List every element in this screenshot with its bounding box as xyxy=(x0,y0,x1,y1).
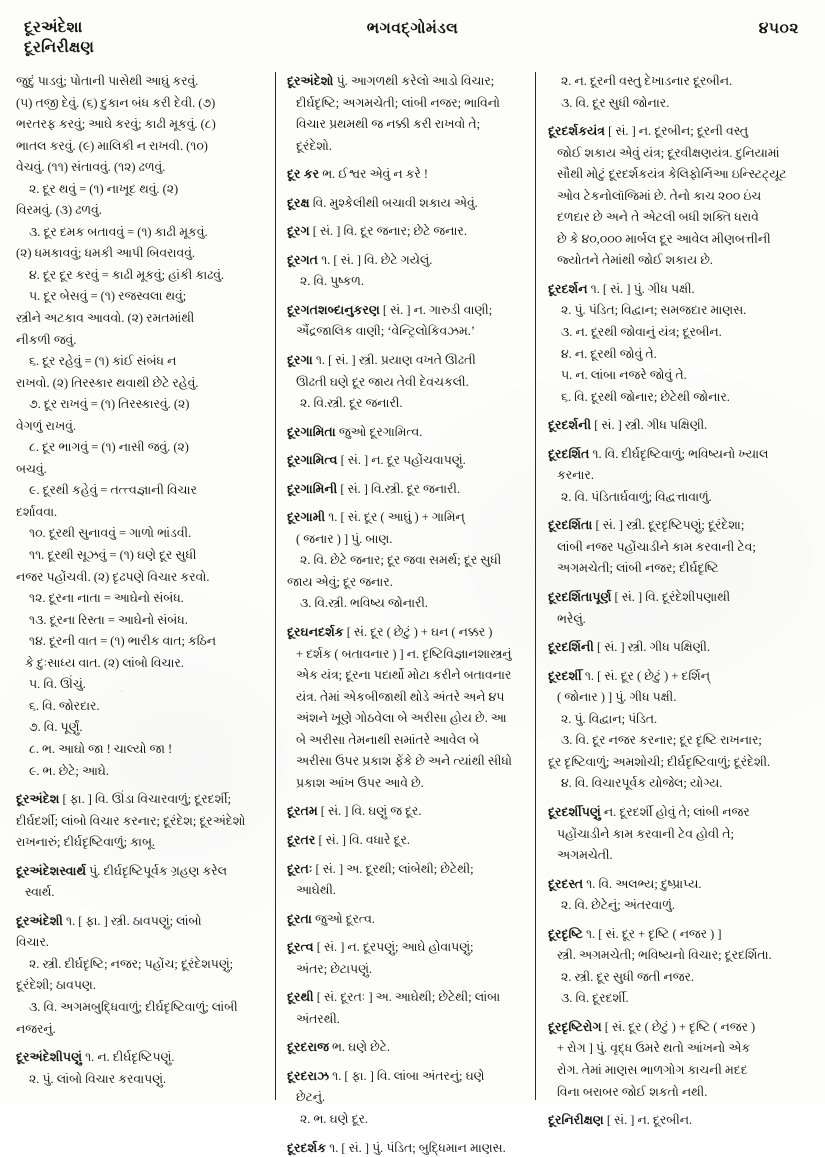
entry-sense-line: ૬. વિ. જોરદાર. xyxy=(29,698,100,713)
entry-definition: ભ. ઈશ્વર એવું ન કરે ! xyxy=(319,167,429,182)
dictionary-entry-headword xyxy=(548,875,795,893)
dictionary-entry-headword xyxy=(16,912,265,930)
entry-definition: [ સં. ] સ્ત્રી. દૂરદૃષ્ટિપણું; દૂરંદેશા; xyxy=(592,518,745,533)
entry-continuation-line: લાંબી નજર પહોંચાડીને કામ કરવાની ટેવ; xyxy=(557,539,756,554)
entry-definition: [ સં. ] વિ. દૂરંદેશીપણાથી xyxy=(611,590,731,605)
entry-definition: જુઓ દૂરગામિત્વ. xyxy=(335,424,423,439)
entry-definition: ૧. ન. દીર્ઘદૃષ્ટિપણું. xyxy=(81,1050,175,1065)
entry-sense-line: ૬. દૂર રહેવું = (૧) કાંઈ સંબંધ ન xyxy=(29,354,177,369)
dictionary-entry-headword xyxy=(287,1139,525,1157)
entry-definition: ૧. [ સં. ] પું. ગીધ પક્ષી. xyxy=(587,281,695,296)
entry-sense-line: ૬. વિ. દૂરથી જોનાર; છેટેથી જોનાર. xyxy=(561,389,730,404)
entry-sense-line: ૨. વિ. છેટે જનાર; દૂર જવા સમર્થ; દૂર સુધી xyxy=(300,553,502,568)
entry-separator xyxy=(16,1041,265,1048)
headword: દૂરદર્શિતા xyxy=(548,518,593,533)
entry-separator xyxy=(287,294,525,301)
entry-definition: [ સં. ] અ. દૂરથી; લાંબેથી; છેટેથી; xyxy=(312,861,474,876)
entry-sense-line: ૧૦. દૂરથી સુનાવવું = ગાળો ભાંડવી. xyxy=(29,526,192,541)
headword: દૂરતમ xyxy=(287,804,318,819)
dictionary-entry-headword xyxy=(548,445,795,463)
entry-separator xyxy=(287,981,525,988)
headword: દૂરતા xyxy=(287,911,312,926)
entry-definition: ૧. [ સં. દૂર + દૃષ્ટિ ( નજર ) ] xyxy=(582,926,722,941)
entry-sense-line: ૨. પું. લાંબો વિચાર કરવાપણું. xyxy=(29,1071,167,1086)
entry-definition: [ સં. ] ન. દૂરબીન; દૂરની વસ્તુ xyxy=(605,124,749,139)
entry-sense-line: ૧૧. દૂરથી સૂઝવું = (૧) ઘણે દૂર સુધી xyxy=(29,548,197,563)
entry-separator xyxy=(16,783,265,790)
entry-separator xyxy=(548,409,795,416)
entry-separator xyxy=(548,1011,795,1018)
entry-continuation-line: જુદું પાડવું; પોતાની પાસેથી આઘું કરવું. xyxy=(16,74,199,88)
entry-continuation-line: છે કે ૪૦,૦૦૦ માર્બલ દૂર આવેલ મીણબત્તીની xyxy=(557,231,771,246)
entry-continuation-line: ઓવ ટેકનોલૉજિમાં છે. તેનો કાચ ૨૦૦ ઇંચ xyxy=(557,188,762,203)
entry-continuation-line: + દર્શક ( બતાવનાર ) ] ન. દૃષ્ટિવિજ્ઞાનશાસ્ત્રનું xyxy=(296,646,512,661)
entry-definition: ૧. [ સં. ] પું. પંડિત; બુદ્ધિમાન માણસ. xyxy=(326,1140,506,1155)
text-column-2 xyxy=(276,72,535,1155)
entry-definition: ૧. [ સં. ] વિ. છેટે ગયેલું. xyxy=(318,252,433,267)
entry-continuation-line: પહોંચાડીને કામ કરવાની ટેવ હોવી તે; xyxy=(557,826,734,841)
entry-definition: [ સં. દૂર ( છેટું ) + દૃષ્ટિ ( નજર ) xyxy=(601,1019,756,1034)
entry-sense-line: ૨. ન. દૂરની વસ્તુ દેખાડનાર દૂરબીન. xyxy=(561,74,733,88)
entry-sense-line: ૮. દૂર ભાગવું = (૧) નાસી જવું. (૨) xyxy=(29,440,189,455)
dictionary-entry-headword xyxy=(548,803,795,821)
entry-continuation-line: દીર્ઘદર્શી; લાંબો વિચાર કરનાર; દૂરંદેશ; દૂરઅંદેશો xyxy=(16,813,246,828)
entry-sense-line: ૩. ન. દૂરથી જોવાનું યંત્ર; દૂરબીન. xyxy=(561,325,722,340)
entry-sense-line: ૧૩. દૂરના રિસ્તા = આઘેનો સંબંધ. xyxy=(29,612,188,627)
entry-sense-line: ૯. દૂરથી કહેવું = તત્ત્વજ્ઞાની વિચાર xyxy=(29,483,197,498)
text-column-1 xyxy=(16,72,275,1100)
entry-continuation-line: ઐંદ્રજાલિક વાણી; ‘વેન્ટ્રિલોકિવઝમ.’ xyxy=(296,324,475,339)
entry-definition: ન. દૂરદર્શી હોવું તે; લાંબી નજર xyxy=(600,804,750,819)
entry-continuation-line: અંશને ખૂણે ગોઠવેલા બે અરીસા હોય છે. આ xyxy=(296,711,507,726)
entry-continuation-line: ( જોનાર ) ] પું. ગીધ પક્ષી. xyxy=(557,690,677,705)
dictionary-entry-headword xyxy=(548,588,795,606)
entry-continuation-line: આઘેથી. xyxy=(296,883,336,898)
headword: દૂરક્ષ xyxy=(287,195,310,210)
entry-definition: ૧. [ ફા. ] વિ. લાંબા અંતરનું; ઘણે xyxy=(329,1068,485,1083)
dictionary-entry-headword xyxy=(287,423,525,441)
entry-continuation-line: નજરનું. xyxy=(16,1021,56,1036)
entry-sense-line: ૪. વિ. વિચારપૂર્વક યોજેલ; યોગ્ય. xyxy=(561,776,723,791)
entry-definition: પું. દીર્ઘદૃષ્ટિપૂર્વક ગ્રહણ કરેલ xyxy=(86,863,228,878)
headword: દૂરગામિતા xyxy=(287,424,336,439)
entry-continuation-line: કે દુઃસાધ્ય વાત. (૨) લાંબો વિચાર. xyxy=(25,655,184,670)
dictionary-entry-headword xyxy=(16,862,265,880)
headword: દૂરઅંદેશીપણું xyxy=(16,1050,82,1065)
headword: દૂરઅંદેશો xyxy=(287,74,334,88)
dictionary-entry-headword xyxy=(16,1048,265,1066)
entry-continuation-line: અંતરથી. xyxy=(296,1011,340,1026)
dictionary-entry-headword xyxy=(287,860,525,878)
headword: દૂરદર્શની xyxy=(548,418,592,433)
entry-sense-line: ૫. દૂર બેસવું = (૧) રજસ્વલા થવું; xyxy=(29,289,187,304)
entry-continuation-line: વિરમવું. (૩) ઢળવું. xyxy=(16,203,102,218)
dictionary-entry-headword xyxy=(287,222,525,240)
entry-separator xyxy=(548,273,795,280)
entry-separator xyxy=(287,244,525,251)
entry-definition: [ સં. ] વિ. ઘણું જ દૂર. xyxy=(317,804,422,819)
dictionary-entry-headword xyxy=(287,251,525,269)
entry-separator xyxy=(548,918,795,925)
entry-sense-line: ૧૪. દૂરની વાત = (૧) ભારીક વાત; કઠિન xyxy=(29,634,216,649)
entry-separator xyxy=(287,795,525,802)
entry-continuation-line: સ્વાર્થ. xyxy=(25,885,55,900)
entry-continuation-line: વિના બરાબર જોઈ શકતો નથી. xyxy=(557,1084,708,1099)
entry-continuation-line: કરનાર. xyxy=(557,468,594,483)
entry-continuation-line: ઊઢતી ઘણે દૂર જાય તેવી દેવચકલી. xyxy=(296,374,469,389)
entry-separator xyxy=(548,1104,795,1111)
entry-separator xyxy=(287,824,525,831)
entry-sense-line: ૯. ભ. છેટે; આઘે. xyxy=(29,763,109,778)
entry-continuation-line: જાય એવું; દૂર જનાર. xyxy=(287,574,393,589)
entry-definition: [ સં. ] સ્ત્રી. ગીધ પક્ષિણી. xyxy=(593,640,711,655)
entry-continuation-line: છેટનું. xyxy=(296,1090,326,1105)
dictionary-entry-headword xyxy=(287,301,525,319)
entry-sense-line: ૩. વિ. દૂર નજર કરનાર; દૂર દૃષ્ટિ રાખનાર; xyxy=(561,733,762,748)
headword: દૂરઘનદર્શક xyxy=(287,625,344,640)
dictionary-entry-headword xyxy=(287,910,525,928)
dictionary-entry-headword xyxy=(548,1018,795,1036)
entry-sense-line: ૪. દૂર દૂર કરવું = કાઢી મૂકવું; હાંકી કાઢવું. xyxy=(29,267,225,282)
entry-separator xyxy=(287,1132,525,1139)
headword: દૂરઅંદેશ xyxy=(16,792,60,807)
entry-separator xyxy=(287,344,525,351)
entry-continuation-line: અગમચેતી; લાંબી નજર; દીર્ઘદૃષ્ટિ xyxy=(557,561,719,576)
dictionary-entry-headword xyxy=(287,802,525,820)
headword: દૂરદૃષ્ટિરોગ xyxy=(548,1019,602,1034)
entry-sense-line: ૧૨. દૂરના નાતા = આઘેનો સંબંધ. xyxy=(29,591,184,606)
entry-sense-line: ૨. પું. વિદ્વાન; પંડિત. xyxy=(561,711,658,726)
dictionary-entry-headword xyxy=(287,831,525,849)
entry-definition: ૧. વિ. દીર્ઘદૃષ્ટિવાળું; ભવિષ્યનો ખ્યાલ xyxy=(589,446,769,461)
entry-sense-line: ૩. વિ. અગમબુદ્ધિવાળું; દીર્ઘદૃષ્ટિવાળું; લાંબી xyxy=(29,999,238,1014)
headword: દૂરદર્શન xyxy=(548,281,588,296)
dictionary-entry-headword xyxy=(287,351,525,369)
entry-continuation-line: યંત્ર. તેમાં એકબીજાથી થોડે અંતરે અને ૪૫ xyxy=(296,689,505,704)
entry-separator xyxy=(287,1060,525,1067)
headword: દૂરગામિની xyxy=(287,481,338,496)
entry-definition: ૧. [ સં. દૂર ( આઘું ) + ગામિન્ xyxy=(325,510,465,525)
text-column-3 xyxy=(536,72,795,1128)
entry-continuation-line: દીર્ઘદૃષ્ટિ; અગમચેતી; લાંબી નજર; ભાવિનો xyxy=(296,95,501,110)
entry-separator xyxy=(548,438,795,445)
entry-sense-line: ૭. દૂર રાખવું = (૧) તિરસ્કારવું. (૨) xyxy=(29,397,190,412)
entry-sense-line: ૨. પું. પંડિત; વિદ્વાન; સમજદાર માણસ. xyxy=(561,303,747,318)
entry-sense-line: ૩. દૂર દમક બતાવવું = (૧) કાઢી મૂકવું. xyxy=(29,224,208,239)
headword: દૂરદર્શિત xyxy=(548,446,590,461)
entry-definition: [ ફા. ] વિ. ઊંડા વિચારવાળું; દૂરદર્શી; xyxy=(59,792,232,807)
entry-separator xyxy=(16,855,265,862)
entry-separator xyxy=(287,616,525,623)
headword: દૂરદર્શીપણું xyxy=(548,804,601,819)
dictionary-entry-headword xyxy=(287,194,525,212)
entry-separator xyxy=(287,903,525,910)
entry-sense-line: ૩. વિ. દૂર સુધી જોનાર. xyxy=(561,95,670,110)
entry-continuation-line: અંતર; છેટાપણું. xyxy=(296,961,373,976)
entry-continuation-line: વેચવું. (૧૧) સંતાવવું. (૧૨) ઢળવું. xyxy=(16,160,166,175)
dictionary-entry-headword xyxy=(287,1038,525,1056)
headword: દૂરદર્શકયંત્ર xyxy=(548,124,606,139)
dictionary-entry-headword xyxy=(287,72,525,90)
entry-continuation-line: નીકળી જવું. xyxy=(16,332,77,347)
entry-continuation-line: દર્શાવવા. xyxy=(16,504,58,519)
entry-continuation-line: ( જનાર ) ] પું. બાણ. xyxy=(296,531,393,546)
entry-definition: [ સં. ] વિ.સ્ત્રી. દૂર જનારી. xyxy=(337,481,461,496)
entry-continuation-line: દૂરંદેશો. xyxy=(296,138,333,153)
headword: દૂરદૃષ્ટિ xyxy=(548,926,583,941)
entry-sense-line: ૪. ન. દૂરથી જોવું તે. xyxy=(561,346,657,361)
entry-separator xyxy=(548,868,795,875)
headword: દૂરનિરીક્ષણ xyxy=(548,1113,604,1128)
dictionary-entry-headword xyxy=(287,480,525,498)
dictionary-entry-headword xyxy=(287,451,525,469)
entry-definition: પું. આગળથી કરેલો આડો વિચાર; xyxy=(333,74,495,88)
dictionary-entry-headword xyxy=(548,280,795,298)
entry-separator xyxy=(548,796,795,803)
entry-continuation-line: જોઈ શકાય એવું યંત્ર; દૂરવીક્ષણયંત્ર. દુનિયામાં xyxy=(557,145,780,160)
entry-continuation-line: દૂર દૃષ્ટિવાળું; અમશોચી; દીર્ઘદૃષ્ટિવાળું; દૂરંદેશી. xyxy=(548,754,771,769)
dictionary-entry-headword xyxy=(287,988,525,1006)
dictionary-entry-headword xyxy=(548,516,795,534)
entry-definition: [ સં. ] સ્ત્રી. ગીધ પક્ષિણી. xyxy=(591,418,708,433)
entry-continuation-line: બે અરીસા તેમનાથી સમાંતરે આવેલ બે xyxy=(296,732,480,747)
entry-definition: ભ. ઘણે છેટે. xyxy=(328,1040,391,1055)
entry-definition: [ સં. ] ન. દૂરપણું; આઘે હોવાપણું; xyxy=(313,940,474,955)
headword: દૂરદરાઝ xyxy=(287,1068,330,1083)
entry-sense-line: ૨. વિ. પંડિતાર્ઘવાળું; વિદ્વત્તાવાળું. xyxy=(561,489,712,504)
entry-continuation-line: સ્ત્રી. અગમચેતી; ભવિષ્યનો વિચાર; દૂરદર્શિતા. xyxy=(557,948,772,963)
entry-sense-line: ૨. વિ. પુષ્કળ. xyxy=(300,274,364,289)
book-title: ભગવદ્ગોમંડલ xyxy=(366,20,459,37)
entry-separator xyxy=(287,187,525,194)
entry-sense-line: ૨. સ્ત્રી. દીર્ઘદૃષ્ટિ; નજર; પહોંચ; દૂરંદેશપણું; xyxy=(29,956,234,971)
entry-sense-line: ૩. વિ. દૂરદર્શી. xyxy=(561,991,629,1006)
headword: દૂરતર xyxy=(287,832,316,847)
entry-sense-line: ૮. ભ. આઘો જા ! ચાલ્યો જા ! xyxy=(29,741,173,756)
dictionary-entry-headword xyxy=(548,122,795,140)
headword: દૂરઅંદેશસ્વાર્થ xyxy=(16,863,87,878)
entry-definition: [ સં. ] વિ. વધારે દૂર. xyxy=(315,832,410,847)
entry-continuation-line: દળદાર છે અને તે એટલી બધી શક્તિ ધરાવે xyxy=(557,210,759,225)
headword: દૂરદર્શક xyxy=(287,1140,327,1155)
entry-definition: વિ. મુશ્કેલીથી બચાવી શકાય એવું. xyxy=(309,195,478,210)
entry-continuation-line: અગમચેતી. xyxy=(557,848,613,863)
entry-continuation-line: ભાતલ કરવું. (૯) માલિકી ન રાખવી. (૧૦) xyxy=(16,138,208,153)
entry-separator xyxy=(548,581,795,588)
headword: દૂરત્વ xyxy=(287,940,314,955)
dictionary-entry-headword xyxy=(16,790,265,808)
headword: દૂરદર્શિની xyxy=(548,640,594,655)
entry-separator xyxy=(287,473,525,480)
headword: દૂરદરાજ xyxy=(287,1040,329,1055)
entry-definition: [ સં. ] વિ. દૂર જનાર; છેટે જનાર. xyxy=(309,224,467,239)
entry-separator xyxy=(287,501,525,508)
entry-continuation-line: વિચાર. xyxy=(16,935,49,950)
headword: દૂરગ xyxy=(287,224,310,239)
entry-sense-line: ૨. વિ.સ્ત્રી. દૂર જનારી. xyxy=(300,396,403,411)
headword: દૂરદર્શી xyxy=(548,668,582,683)
entry-separator xyxy=(287,416,525,423)
entry-separator xyxy=(287,931,525,938)
guide-word-last: દૂરનિરીક્ષણ xyxy=(24,38,95,56)
entry-definition: [ સં. દૂર ( છેટું ) + ઘન ( નક્કર ) xyxy=(343,625,493,640)
headword: દૂરઅંદેશી xyxy=(16,913,63,928)
entry-continuation-line: સૌથી મોટું દૂરદર્શકયંત્ર કેલિફોર્નિઆ ઇન્સ્ટિટ્યૂટ xyxy=(557,167,787,182)
entry-sense-line: ૨. દૂર થવું = (૧) નાખૂદ થવું. (૨) xyxy=(29,181,179,196)
dictionary-entry-headword xyxy=(548,416,795,434)
dictionary-entry-headword xyxy=(287,508,525,526)
entry-continuation-line: રોગ. તેમાં માણસ ભાળગોગ કાચની મદદ xyxy=(557,1062,748,1077)
entry-definition: ૧. વિ. અલભ્ય; દુષ્પ્રાપ્ય. xyxy=(583,876,702,891)
entry-continuation-line: (૨) ધમકાવવું; ધમકી આપી બિવરાવવું. xyxy=(16,246,196,261)
entry-continuation-line: (૫) તજી દેવું. (૬) દુકાન બંધ કરી દેવી. (૭) xyxy=(16,95,216,110)
entry-continuation-line: જ્યોતને તેમાંથી જોઈ શકાય છે. xyxy=(557,253,713,268)
entry-separator xyxy=(287,158,525,165)
entry-definition: [ સં. ] ન. દૂર પહોંચવાપણું. xyxy=(337,453,466,468)
entry-continuation-line: રાખનારું; દીર્ઘદૃષ્ટિવાળું; કાબૂ. xyxy=(16,835,156,850)
entry-separator xyxy=(548,115,795,122)
entry-continuation-line: બચવું. xyxy=(16,461,47,476)
dictionary-entry-headword xyxy=(548,1111,795,1129)
entry-sense-line: ૨. સ્ત્રી. દૂર સુધી જતી નજર. xyxy=(561,969,694,984)
guide-word-first: દૂરઅંદેશા xyxy=(24,19,83,36)
entry-separator xyxy=(548,509,795,516)
entry-definition: [ સં. ] ન. દૂરબીન. xyxy=(603,1113,693,1128)
headword: દૂરદસ્ત xyxy=(548,876,584,891)
entry-sense-line: ૭. વિ. પૂર્ણું. xyxy=(29,720,83,735)
headword: દૂર કર xyxy=(287,167,320,182)
dictionary-entry-headword xyxy=(287,938,525,956)
dictionary-entry-headword xyxy=(287,165,525,183)
entry-continuation-line: ભરતરફ કરવું; આઘે કરવું; કાઢી મૂકવું. (૮) xyxy=(16,117,216,132)
entry-definition: ૧. [ ફા. ] સ્ત્રી. ઠાવપણું; લાંબો xyxy=(62,913,202,928)
entry-sense-line: ૫. ન. લાંબા નજરે જોવું તે. xyxy=(561,368,687,383)
entry-sense-line: ૨. વિ. છેટેનું; અંતરવાળું. xyxy=(561,898,675,913)
headword: દૂરગામી xyxy=(287,510,326,525)
entry-continuation-line: પ્રકાશ આંખ ઉપર આવે છે. xyxy=(296,775,424,790)
entry-definition: [ સં. ] ન. ગારુડી વાણી; xyxy=(379,302,493,317)
entry-continuation-line: અરીસા ઉપર પ્રકાશ ફેંકે છે અને ત્યાંથી સીધો xyxy=(296,754,512,769)
headword: દૂરતઃ xyxy=(287,861,313,876)
entry-separator xyxy=(287,215,525,222)
entry-continuation-line: રાખવો. (૨) તિરસ્કાર થવાથી છેટે રહેવું. xyxy=(16,375,199,390)
entry-sense-line: ૫. વિ. ઊંચું. xyxy=(29,677,86,692)
headword: દૂરથી xyxy=(287,990,314,1005)
entry-continuation-line: નજર પહોંચવી. (૨) દૃઢપણે વિચાર કરવો. xyxy=(16,569,210,584)
dictionary-entry-headword xyxy=(548,667,795,685)
entry-continuation-line: ભરેલું. xyxy=(557,611,586,626)
entry-sense-line: ૩. વિ.સ્ત્રી. ભવિષ્ય જોનારી. xyxy=(300,596,429,611)
page-number: ૪૫૦૨ xyxy=(758,20,799,37)
headword: દૂરદર્શિતાપૂર્ણ xyxy=(548,590,612,605)
entry-separator xyxy=(287,853,525,860)
entry-continuation-line: વિચાર પ્રથમથી જ નક્કી કરી રાખવો તે; xyxy=(296,117,481,132)
entry-continuation-line: + રોગ ] પું. વૃદ્ધ ઉમરે થતો આંખનો એક xyxy=(557,1041,751,1056)
headword: દૂરગતશબ્દાનુકરણ xyxy=(287,302,380,317)
dictionary-entry-headword xyxy=(548,638,795,656)
headword: દૂરગત xyxy=(287,252,318,267)
entry-continuation-line: દૂરંદેશી; ઠાવપણ. xyxy=(16,978,96,993)
entry-definition: ૧. [ સં. ] સ્ત્રી. પ્રયાણ વખતે ઊઢતી xyxy=(312,353,476,368)
dictionary-entry-headword xyxy=(548,925,795,943)
headword: દૂરગામિત્વ xyxy=(287,453,338,468)
entry-separator xyxy=(548,660,795,667)
entry-separator xyxy=(287,1031,525,1038)
entry-definition: જુઓ દૂરત્વ. xyxy=(311,911,375,926)
entry-definition: [ સં. દૂરતઃ ] અ. આઘેથી; છેટેથી; લાંબા xyxy=(313,990,501,1005)
entry-separator xyxy=(16,905,265,912)
entry-continuation-line: વેગળું રાખવું. xyxy=(16,418,76,433)
entry-continuation-line: એક યંત્ર; દૂરના પદાર્થો મોટા કરીને બતાવનાર xyxy=(296,668,512,683)
dictionary-entry-headword xyxy=(287,623,525,641)
headword: દૂરગા xyxy=(287,353,313,368)
entry-sense-line: ૨. ભ. ઘણે દૂર. xyxy=(300,1111,368,1126)
entry-definition: ૧. [ સં. દૂર ( છેટું ) + દર્શિન્ xyxy=(581,668,710,683)
dictionary-entry-headword xyxy=(287,1067,525,1085)
entry-continuation-line: સ્ત્રીને અટકાવ આવવો. (૨) રમતમાંથી xyxy=(16,311,195,326)
running-head xyxy=(16,18,809,70)
entry-separator xyxy=(548,631,795,638)
entry-separator xyxy=(287,444,525,451)
column-container xyxy=(16,72,809,1155)
